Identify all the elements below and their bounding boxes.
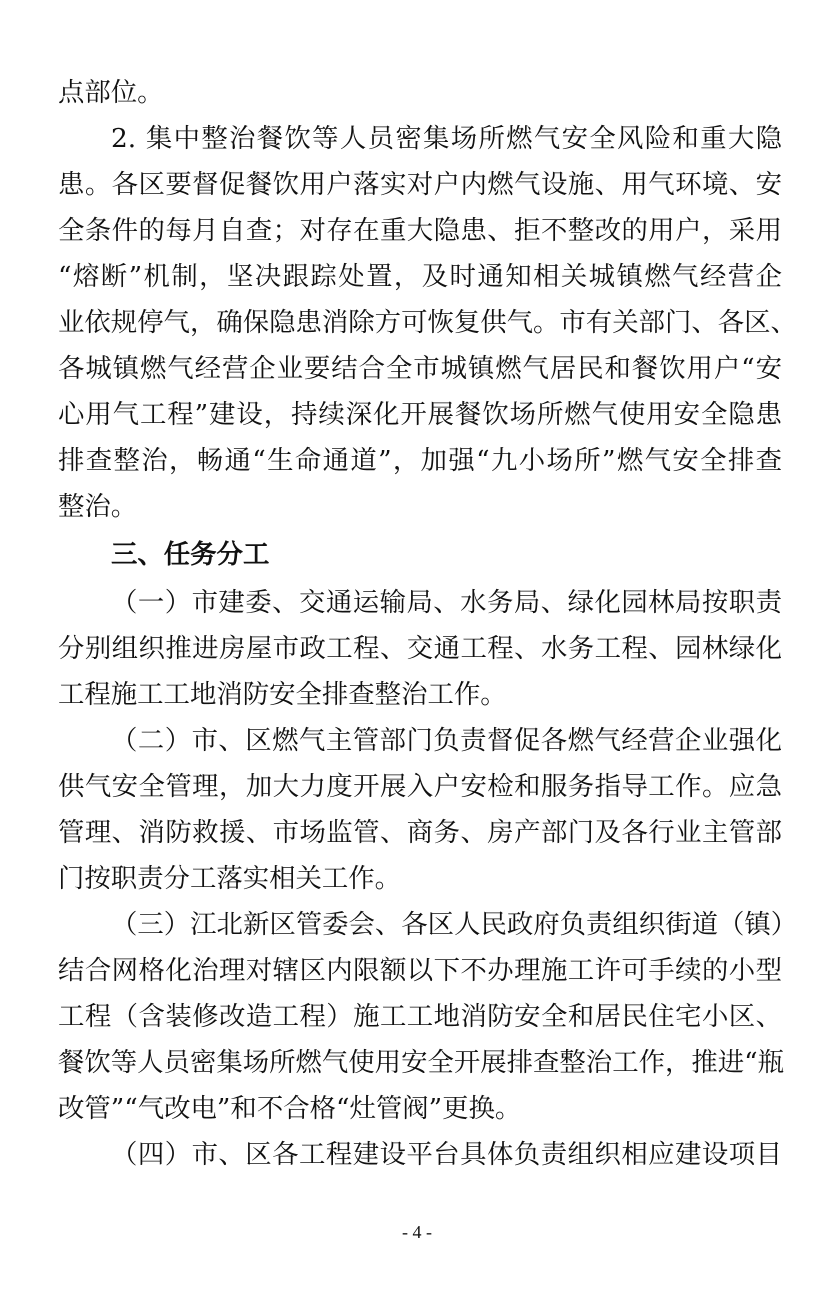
text-line: 整治。 <box>58 491 138 522</box>
text-line: 心用气工程”建设，持续深化开展餐饮场所燃气使用安全隐患 <box>58 399 782 430</box>
text-line: 工程施工工地消防安全排查整治工作。 <box>58 679 507 710</box>
paragraph-first-line: （二）市、区燃气主管部门负责督促各燃气经营企业强化 <box>111 725 782 756</box>
section-heading: 三、任务分工 <box>111 539 270 570</box>
page-number: - 4 - <box>402 1222 432 1242</box>
text-line: 改管”“气改电”和不合格“灶管阀”更换。 <box>58 1093 522 1124</box>
text-line: 各城镇燃气经营企业要结合全市城镇燃气居民和餐饮用户“安 <box>58 353 782 384</box>
text-line: 全条件的每月自查；对存在重大隐患、拒不整改的用户，采用 <box>58 215 782 246</box>
text-line: 供气安全管理，加大力度开展入户安检和服务指导工作。应急 <box>58 771 782 802</box>
text-line: 餐饮等人员密集场所燃气使用安全开展排查整治工作，推进“瓶 <box>58 1047 785 1078</box>
text-line: 门按职责分工落实相关工作。 <box>58 863 402 894</box>
text-line: “熔断”机制，坚决跟踪处置，及时通知相关城镇燃气经营企 <box>58 261 782 292</box>
paragraph-first-line: （三）江北新区管委会、各区人民政府负责组织街道（镇） <box>111 909 798 940</box>
text-line: 管理、消防救援、市场监管、商务、房产部门及各行业主管部 <box>58 817 782 848</box>
text-line: 工程（含装修改造工程）施工工地消防安全和居民住宅小区、 <box>58 1001 782 1032</box>
paragraph-first-line: （四）市、区各工程建设平台具体负责组织相应建设项目 <box>111 1139 782 1170</box>
text-line: 分别组织推进房屋市政工程、交通工程、水务工程、园林绿化 <box>58 633 782 664</box>
paragraph-first-line: 2. 集中整治餐饮等人员密集场所燃气安全风险和重大隐 <box>111 123 782 154</box>
text-line: 患。各区要督促餐饮用户落实对户内燃气设施、用气环境、安 <box>58 169 782 200</box>
paragraph-first-line: （一）市建委、交通运输局、水务局、绿化园林局按职责 <box>111 587 782 618</box>
text-line: 点部位。 <box>58 77 164 108</box>
text-line: 结合网格化治理对辖区内限额以下不办理施工许可手续的小型 <box>58 955 782 986</box>
text-line: 业依规停气，确保隐患消除方可恢复供气。市有关部门、各区、 <box>58 307 797 338</box>
text-line: 排查整治，畅通“生命通道”，加强“九小场所”燃气安全排查 <box>58 445 782 476</box>
